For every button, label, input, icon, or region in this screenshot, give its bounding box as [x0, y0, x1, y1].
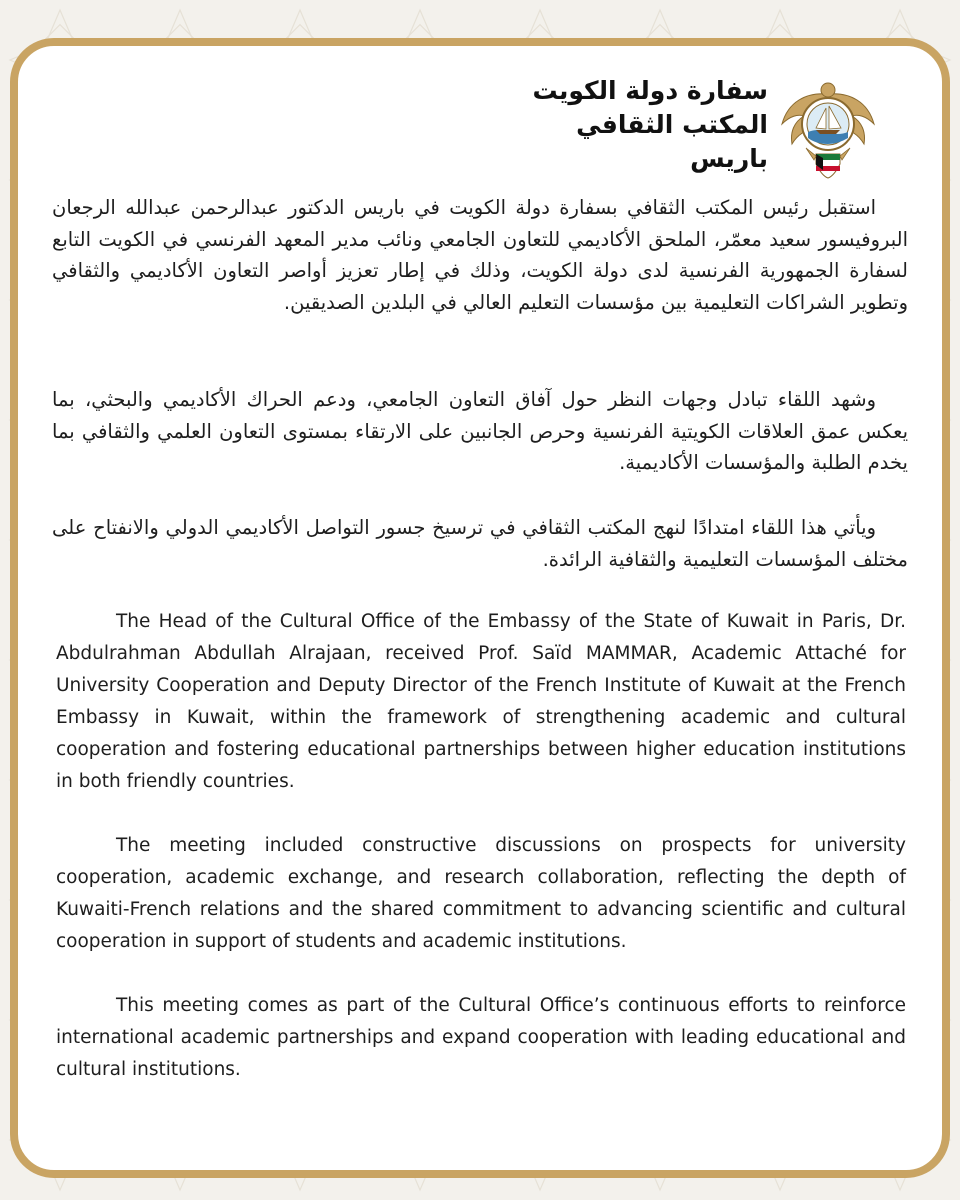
english-paragraph-3-text: This meeting comes as part of the Cultural Office’s continuous efforts to reinforce international academic partnerships and expand cooperation with leading educational and cultural institutions. — [56, 995, 906, 1080]
kuwait-emblem-icon — [776, 72, 880, 184]
city-name: باريس — [690, 144, 768, 173]
english-paragraph-1 — [56, 606, 906, 798]
letterhead-text — [533, 74, 768, 176]
arabic-paragraph-3 — [52, 512, 908, 575]
embassy-name: سفارة دولة الكويت — [532, 76, 768, 105]
english-paragraph-1-text: The Head of the Cultural Office of the Embassy of the State of Kuwait in Paris, Dr. Abdulrahman Abdullah Alrajaan, received Prof. Saïd MAMMAR, Academic Attaché for University Cooperation and Deputy Director of the French Institute of Kuwait at the French Embassy in Kuwait, within the framework of strengthening academic and cultural cooperation and fostering educational partnerships between higher education institutions in both friendly countries. — [56, 611, 906, 792]
office-name: المكتب الثقافي — [576, 110, 768, 139]
arabic-paragraph-1-text: استقبل رئيس المكتب الثقافي بسفارة دولة الكويت في باريس الدكتور عبدالرحمن عبدالله الرجعان البروفيسور سعيد معمّر، الملحق الأكاديمي للتعاون الجامعي ونائب مدير المعهد الفرنسي في الكويت التابع لسفارة الجمهورية الفرنسية لدى دولة الكويت، وذلك في إطار تعزيز أواصر التعاون الأكاديمي والثقافي وتطوير الشراكات التعليمية بين مؤسسات التعليم العالي في البلدين الصديقين. — [52, 196, 908, 314]
english-paragraph-2-text: The meeting included constructive discussions on prospects for university cooperation, academic exchange, and research collaboration, reflecting the depth of Kuwaiti-French relations and the shared commitment to advancing scientific and cultural cooperation in support of students and academic institutions. — [56, 835, 906, 952]
english-paragraph-2 — [56, 830, 906, 958]
letterhead — [533, 72, 880, 184]
arabic-paragraph-1 — [52, 192, 908, 318]
arabic-paragraph-2 — [52, 384, 908, 479]
english-paragraph-3 — [56, 990, 906, 1086]
arabic-paragraph-2-text: وشهد اللقاء تبادل وجهات النظر حول آفاق التعاون الجامعي، ودعم الحراك الأكاديمي والبحثي، بما يعكس عمق العلاقات الكويتية الفرنسية وحرص الجانبين على الارتقاء بمستوى التعاون العلمي والثقافي بما يخدم الطلبة والمؤسسات الأكاديمية. — [52, 388, 908, 474]
arabic-paragraph-3-text: ويأتي هذا اللقاء امتدادًا لنهج المكتب الثقافي في ترسيخ جسور التواصل الأكاديمي الدولي والانفتاح على مختلف المؤسسات التعليمية والثقافية الرائدة. — [52, 516, 908, 571]
